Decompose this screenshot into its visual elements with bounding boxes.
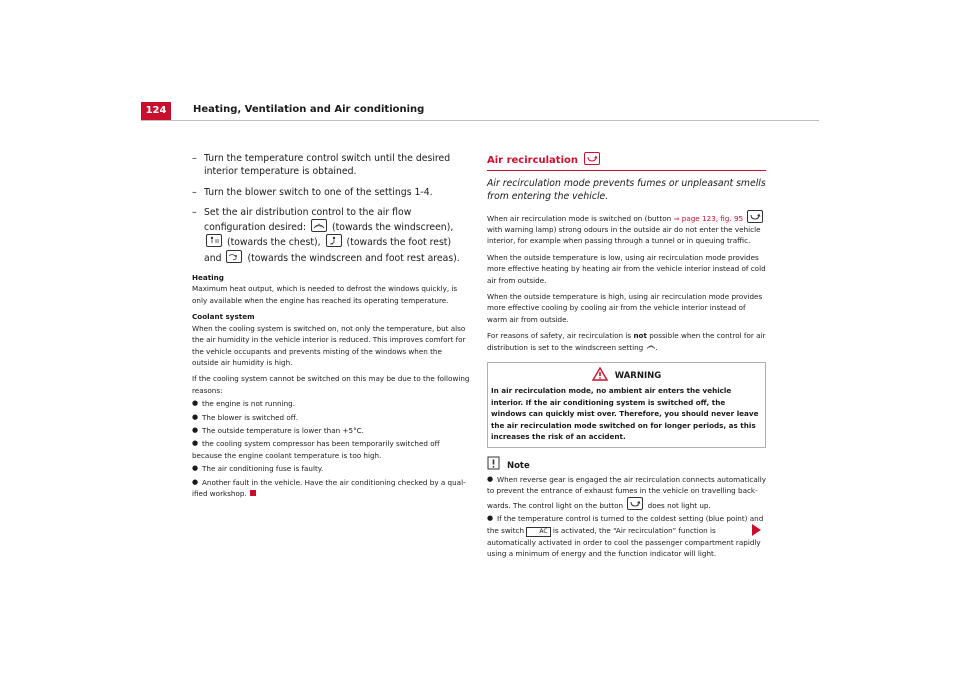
bullet-icon: ● bbox=[192, 412, 199, 421]
list-item bbox=[192, 463, 470, 474]
bullet-icon: ● bbox=[487, 514, 494, 523]
warning-heading bbox=[491, 367, 762, 382]
left-column bbox=[192, 152, 470, 501]
bullet-text: the cooling system compressor has been temporarily switched off because the engine coolant temperature is too high. bbox=[192, 439, 440, 460]
note-text: is activated, the “Air recirculation” function is automatically activated in order to cool the passenger compartment rapidly using a minimum of energy and the function indicator will light. bbox=[487, 525, 761, 558]
windscreen-icon bbox=[311, 219, 327, 232]
bullet-icon: ● bbox=[192, 477, 199, 486]
list-item bbox=[192, 398, 470, 409]
note-title: Note bbox=[506, 460, 530, 471]
emphasis-text: not bbox=[633, 331, 647, 341]
bullet-text: the engine is not running. bbox=[202, 399, 295, 409]
bullet-icon: ● bbox=[192, 439, 199, 448]
bullet-text: The outside temperature is lower than +5°C. bbox=[202, 425, 364, 435]
paragraph-text: For reasons of safety, air recirculation is bbox=[487, 331, 632, 341]
running-header: Heating, Ventilation and Air conditioning bbox=[193, 104, 425, 115]
list-item bbox=[192, 412, 470, 423]
note-text: If the temperature control is turned to the coldest setting (blue point) and the switch bbox=[487, 514, 764, 535]
list-item bbox=[192, 477, 470, 500]
bullet-icon: ● bbox=[192, 399, 199, 408]
list-item bbox=[192, 438, 470, 461]
section-title bbox=[487, 152, 766, 168]
step-item-air-distribution bbox=[192, 206, 470, 265]
windscreen-setting-icon bbox=[646, 343, 656, 352]
bullet-text: Another fault in the vehicle. Have the air conditioning checked by a qual-ified workshop. bbox=[192, 477, 466, 498]
list-item bbox=[487, 474, 766, 511]
heating-heading: Heating bbox=[192, 273, 224, 283]
bullet-text: The blower is switched off. bbox=[202, 412, 299, 422]
section-rule bbox=[487, 170, 766, 171]
bullet-text: The air conditioning fuse is faulty. bbox=[202, 464, 324, 474]
coolant-paragraph: If the cooling system cannot be switched on this may be due to the following reasons: bbox=[192, 374, 470, 395]
paragraph-text: possible when the control for air distribution is set to the windscreen setting bbox=[487, 331, 766, 352]
note-icon bbox=[487, 456, 500, 470]
step3-text: (towards the chest), bbox=[226, 237, 321, 249]
header-rule bbox=[141, 120, 819, 121]
section-title-text: Air recirculation bbox=[487, 155, 579, 166]
body-paragraph: When the outside temperature is high, using air recirculation mode provides more effective cooling by cooling air from the vehicle interior instead of warm air from outside. bbox=[487, 292, 763, 324]
step-item: – Turn the temperature control switch until the desired interior temperature is obtained. bbox=[192, 152, 470, 179]
body-paragraph bbox=[487, 330, 766, 353]
ac-switch-label: AC bbox=[526, 527, 550, 537]
bullet-icon: ● bbox=[487, 474, 494, 483]
windscreen-foot-icon bbox=[226, 250, 242, 263]
bullet-icon: ● bbox=[192, 464, 199, 473]
section-end-marker bbox=[250, 490, 256, 496]
paragraph-text: When air recirculation mode is switched on (button bbox=[487, 213, 672, 223]
paragraph-text: . bbox=[655, 342, 658, 352]
recirculation-icon bbox=[747, 210, 763, 223]
body-paragraph bbox=[487, 210, 766, 247]
recirculation-icon bbox=[627, 497, 643, 510]
warning-triangle-icon bbox=[592, 367, 608, 381]
paragraph-text: with warning lamp) strong odours in the outside air do not enter the vehicle interior, for example when passing through a tunnel or in queuing traffic. bbox=[487, 225, 761, 246]
heating-text: Maximum heat output, which is needed to defrost the windows quickly, is only available when the engine has reached its operating temperature. bbox=[192, 284, 458, 305]
recirculation-icon bbox=[584, 152, 600, 165]
body-paragraph: When the outside temperature is low, using air recirculation mode provides more effective heating by heating air from the vehicle interior instead of cold air from outside. bbox=[487, 252, 766, 285]
warning-text: In air recirculation mode, no ambient air enters the vehicle interior. If the air conditioning system is switched off, the windows can quickly mist over. Therefore, you should never leave the air recirculation mode switched on for longer periods, as this increases the risk of an accident. bbox=[491, 386, 759, 442]
warning-box bbox=[487, 362, 766, 447]
list-item bbox=[487, 513, 766, 559]
warning-title: WARNING bbox=[614, 371, 662, 382]
step-item: – Turn the blower switch to one of the settings 1-4. bbox=[192, 186, 470, 199]
step3-text: Set the air distribution control to the air flow configuration desired: bbox=[204, 206, 412, 234]
chest-vent-icon bbox=[206, 234, 222, 247]
section-lead: Air recirculation mode prevents fumes or unpleasant smells from entering the vehicle. bbox=[487, 178, 766, 203]
note-text: When reverse gear is engaged the air recirculation connects automatically to prevent the entrance of exhaust fumes in the vehicle on travelling back-wards. The control light on the button bbox=[487, 474, 766, 510]
page-number: 124 bbox=[141, 102, 171, 120]
step3-text: (towards the windscreen and foot rest areas). bbox=[247, 252, 460, 264]
bullet-icon: ● bbox=[192, 425, 199, 434]
right-column bbox=[487, 152, 766, 561]
note-text: does not light up. bbox=[647, 500, 711, 510]
next-page-arrow-icon[interactable] bbox=[752, 524, 761, 536]
note-heading bbox=[487, 456, 766, 472]
coolant-paragraph: When the cooling system is switched on, not only the temperature, but also the air humidity in the vehicle interior is reduced. This improves comfort for the vehicle occupants and prevents misting of the windows when the outside air humidity is high. bbox=[192, 323, 466, 367]
coolant-heading: Coolant system bbox=[192, 312, 255, 322]
step3-text: (towards the foot rest) and bbox=[204, 237, 452, 264]
footwell-icon bbox=[326, 234, 342, 247]
step3-text: (towards the windscreen), bbox=[331, 222, 454, 234]
list-item bbox=[192, 425, 470, 436]
page-reference-link[interactable]: ⇒ page 123, fig. 95 bbox=[673, 213, 744, 223]
